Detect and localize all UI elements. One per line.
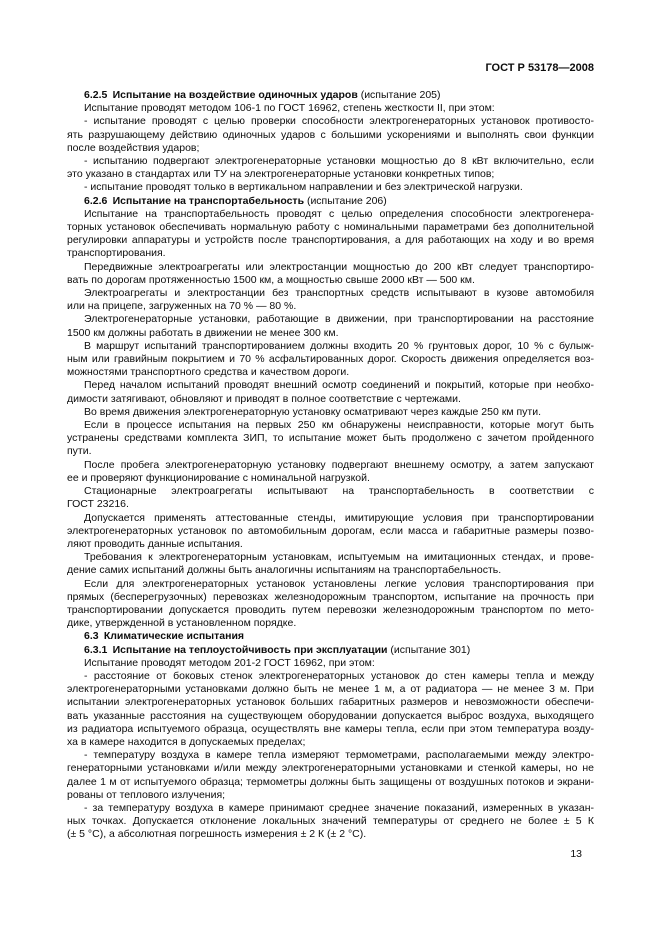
text-line: электрогенераторными установками должно быть не менее 1 м, а от радиатора — не менее 3 м. При [67,683,594,696]
text-line: Передвижные электроагрегаты или электростанции мощностью до 200 кВт следует транспортиро- [84,260,594,273]
text-line: пути. [67,445,92,458]
text-line: Электроагрегаты и электростанции без транспортных средств испытывают в кузове автомобиля [84,287,594,300]
text-line: Если в процессе испытания на первых 250 км обнаружены неисправности, которые могут быть [84,419,594,432]
text-line: - за температуру воздуха в камере принимают среднее значение показаний, измеренных в указан- [84,801,594,814]
text-line: генераторными установками и/или между электрогенераторными установками и стенкой камеры, но не [67,762,594,775]
text-line: ляют проводить данные испытания. [67,537,243,550]
text-line: транспортирования. [67,247,166,260]
text-line: - испытанию подвергают электрогенераторные установки мощностью до 8 кВт включительно, если [84,155,594,168]
text-line: - расстояние от боковых стенок электрогенераторных установок до стен камеры тепла и между [84,669,594,682]
text-line: Стационарные электроагрегаты испытывают на транспортабельность в соответствии с [84,485,594,498]
heading-line: 6.3.1 Испытание на теплоустойчивость при эксплуатации (испытание 301) [84,643,471,656]
text-line: из радиатора испытуемого образца, осуществлять вне камеры тепла, если при этом температура возду- [67,722,594,735]
text-line: - испытание проводят с целью проверки способности электрогенераторных установок противосто- [84,115,594,128]
text-line: В маршрут испытаний транспортированием должны входить 20 % грунтовых дорог, 10 % с булыж- [84,339,594,352]
heading-line: 6.3 Климатические испытания [84,630,245,643]
text-line: прямых (бесперегрузочных) перевозках железнодорожным транспортом, испытание на прочность при [67,590,594,603]
text-line: После пробега электрогенераторную установку подвергают внешнему осмотру, а затем запускают [84,458,594,471]
document-body [67,89,594,842]
text-line: - температуру воздуха в камере тепла измеряют термометрами, располагаемыми между электро- [84,749,594,762]
text-line: торных установок обеспечивать нормальную работу с номинальными параметрами без дополнительной [67,221,594,234]
page-number: 13 [570,848,582,860]
text-line: ее и проверяют функционирование с номинальной нагрузкой. [67,471,370,484]
text-line: дике, утвержденной в установленном порядке. [67,617,297,630]
text-line: Перед началом испытаний проводят внешний осмотр соединений и покрытий, которые при необхо- [84,379,594,392]
text-line: Во время движения электрогенераторную установку осматривают через каждые 250 км пути. [84,405,541,418]
text-line: можностями транспортного средства и качеством дороги. [67,366,350,379]
text-line: (± 5 °С), а абсолютная погрешность измерения ± 2 К (± 2 °С). [67,828,367,841]
text-line: устранены средствами комплекта ЗИП, то испытание может быть продолжено с зачетом пройденного [67,432,594,445]
text-line: ять разрушающему действию одиночных ударов с большими ускорениями и выполнять свои функции [67,128,594,141]
text-line: вать указанные расстояния на существующем оборудовании допускается выброс воздуха, выходящего [67,709,594,722]
text-line: дение самих испытаний должны быть аналогичны испытаниям на транспортабельность. [67,564,502,577]
text-line: испытании электрогенераторных установок больших габаритных размеров и невозможности обеспечи- [67,696,594,709]
text-line: Требования к электрогенераторным установкам, испытуемым на имитационных стендах, и прове- [84,551,594,564]
document-code: ГОСТ Р 53178—2008 [485,62,594,74]
text-line: ха в камере находится в допускаемых пределах; [67,735,306,748]
text-line: рованы от теплового излучения; [67,788,226,801]
text-line: ных точках. Допускается отклонение локальных значений температуры от среднего не более ± 5 К [67,815,594,828]
heading-line: 6.2.6 Испытание на транспортабельность (испытание 206) [84,194,387,207]
text-line: Если для электрогенераторных установок установлены легкие условия транспортирования при [84,577,594,590]
text-line: электрогенераторных установок по автомобильным дорогам, если масса и габаритные размеры позво- [67,524,594,537]
text-line: далее 1 м от испытуемого образца; термометры должны быть защищены от воздушных потоков и экрани- [67,775,594,788]
text-line: это указано в стандартах или ТУ на электрогенераторные установки конкретных типов; [67,168,495,181]
text-line: или на прицепе, загруженных на 70 % — 80 %. [67,300,297,313]
text-line: Испытание проводят методом 106-1 по ГОСТ 16962, степень жесткости II, при этом: [84,102,495,115]
text-line: Допускается применять аттестованные стенды, имитирующие условия при транспортировании [84,511,594,524]
text-line: ГОСТ 23216. [67,498,129,511]
text-line: после воздействия ударов; [67,141,200,154]
text-line: 1500 км должны работать в движении не менее 300 км. [67,326,339,339]
text-line: регулировки аппаратуры и устройств после транспортирования, а для работающих на ходу и во время [67,234,594,247]
heading-line: 6.2.5 Испытание на воздействие одиночных ударов (испытание 205) [84,89,441,101]
text-line: Электрогенераторные установки, работающие в движении, при транспортировании на расстояние [84,313,594,326]
text-line: димости затягивают, обновляют и приводят в полное соответствие с чертежами. [67,392,461,405]
text-line: Испытание проводят методом 201-2 ГОСТ 16962, при этом: [84,656,375,669]
text-line: - испытание проводят только в вертикальном направлении и без электрической нагрузки. [84,181,523,194]
text-line: транспортировании допускается проводить путем перевозки железнодорожным транспортом по мето- [67,603,594,616]
text-line: Испытание на транспортабельность проводят с целью определения способности электрогенера- [84,207,594,220]
text-line: ным или гравийным покрытием и 70 % асфальтированных дорог. Скорость движения определяется воз- [67,353,594,366]
text-line: вать по дорогам протяженностью 1500 км, а мощностью свыше 2000 кВт — 500 км. [67,273,475,286]
